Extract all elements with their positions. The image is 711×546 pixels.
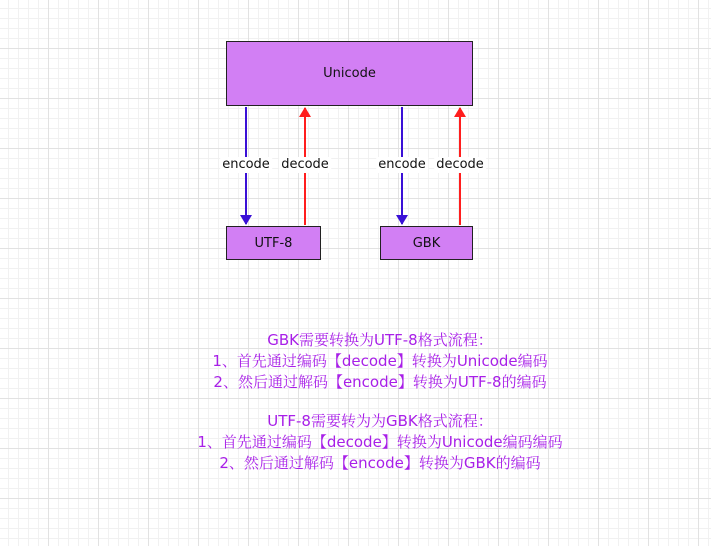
edge-label-decode-utf8: decode [281, 157, 329, 172]
gbk-node [380, 226, 473, 260]
unicode-node [226, 41, 473, 106]
gbk-node-label: GBK [412, 235, 441, 251]
utf8-to-gbk-step-1: 1、首先通过编码【decode】转换为Unicode编码编码 [197, 433, 563, 451]
utf8-node [226, 226, 321, 260]
gbk-to-utf8-step-2: 2、然后通过解码【encode】转换为UTF-8的编码 [213, 373, 547, 391]
unicode-node-label: Unicode [323, 66, 376, 81]
edge-label-encode-gbk: encode [378, 157, 426, 172]
edge-label-encode-utf8: encode [222, 157, 270, 172]
utf8-to-gbk-heading: UTF-8需要转为为GBK格式流程： [267, 412, 493, 430]
gbk-to-utf8-heading: GBK需要转换为UTF-8格式流程： [267, 331, 493, 349]
utf8-to-gbk-step-2: 2、然后通过解码【encode】转换为GBK的编码 [219, 454, 541, 472]
gbk-to-utf8-step-1: 1、首先通过编码【decode】转换为Unicode编码 [212, 352, 548, 370]
conversion-notes [100, 330, 660, 474]
edge-label-decode-gbk: decode [436, 157, 484, 172]
utf8-node-label: UTF-8 [254, 235, 293, 251]
